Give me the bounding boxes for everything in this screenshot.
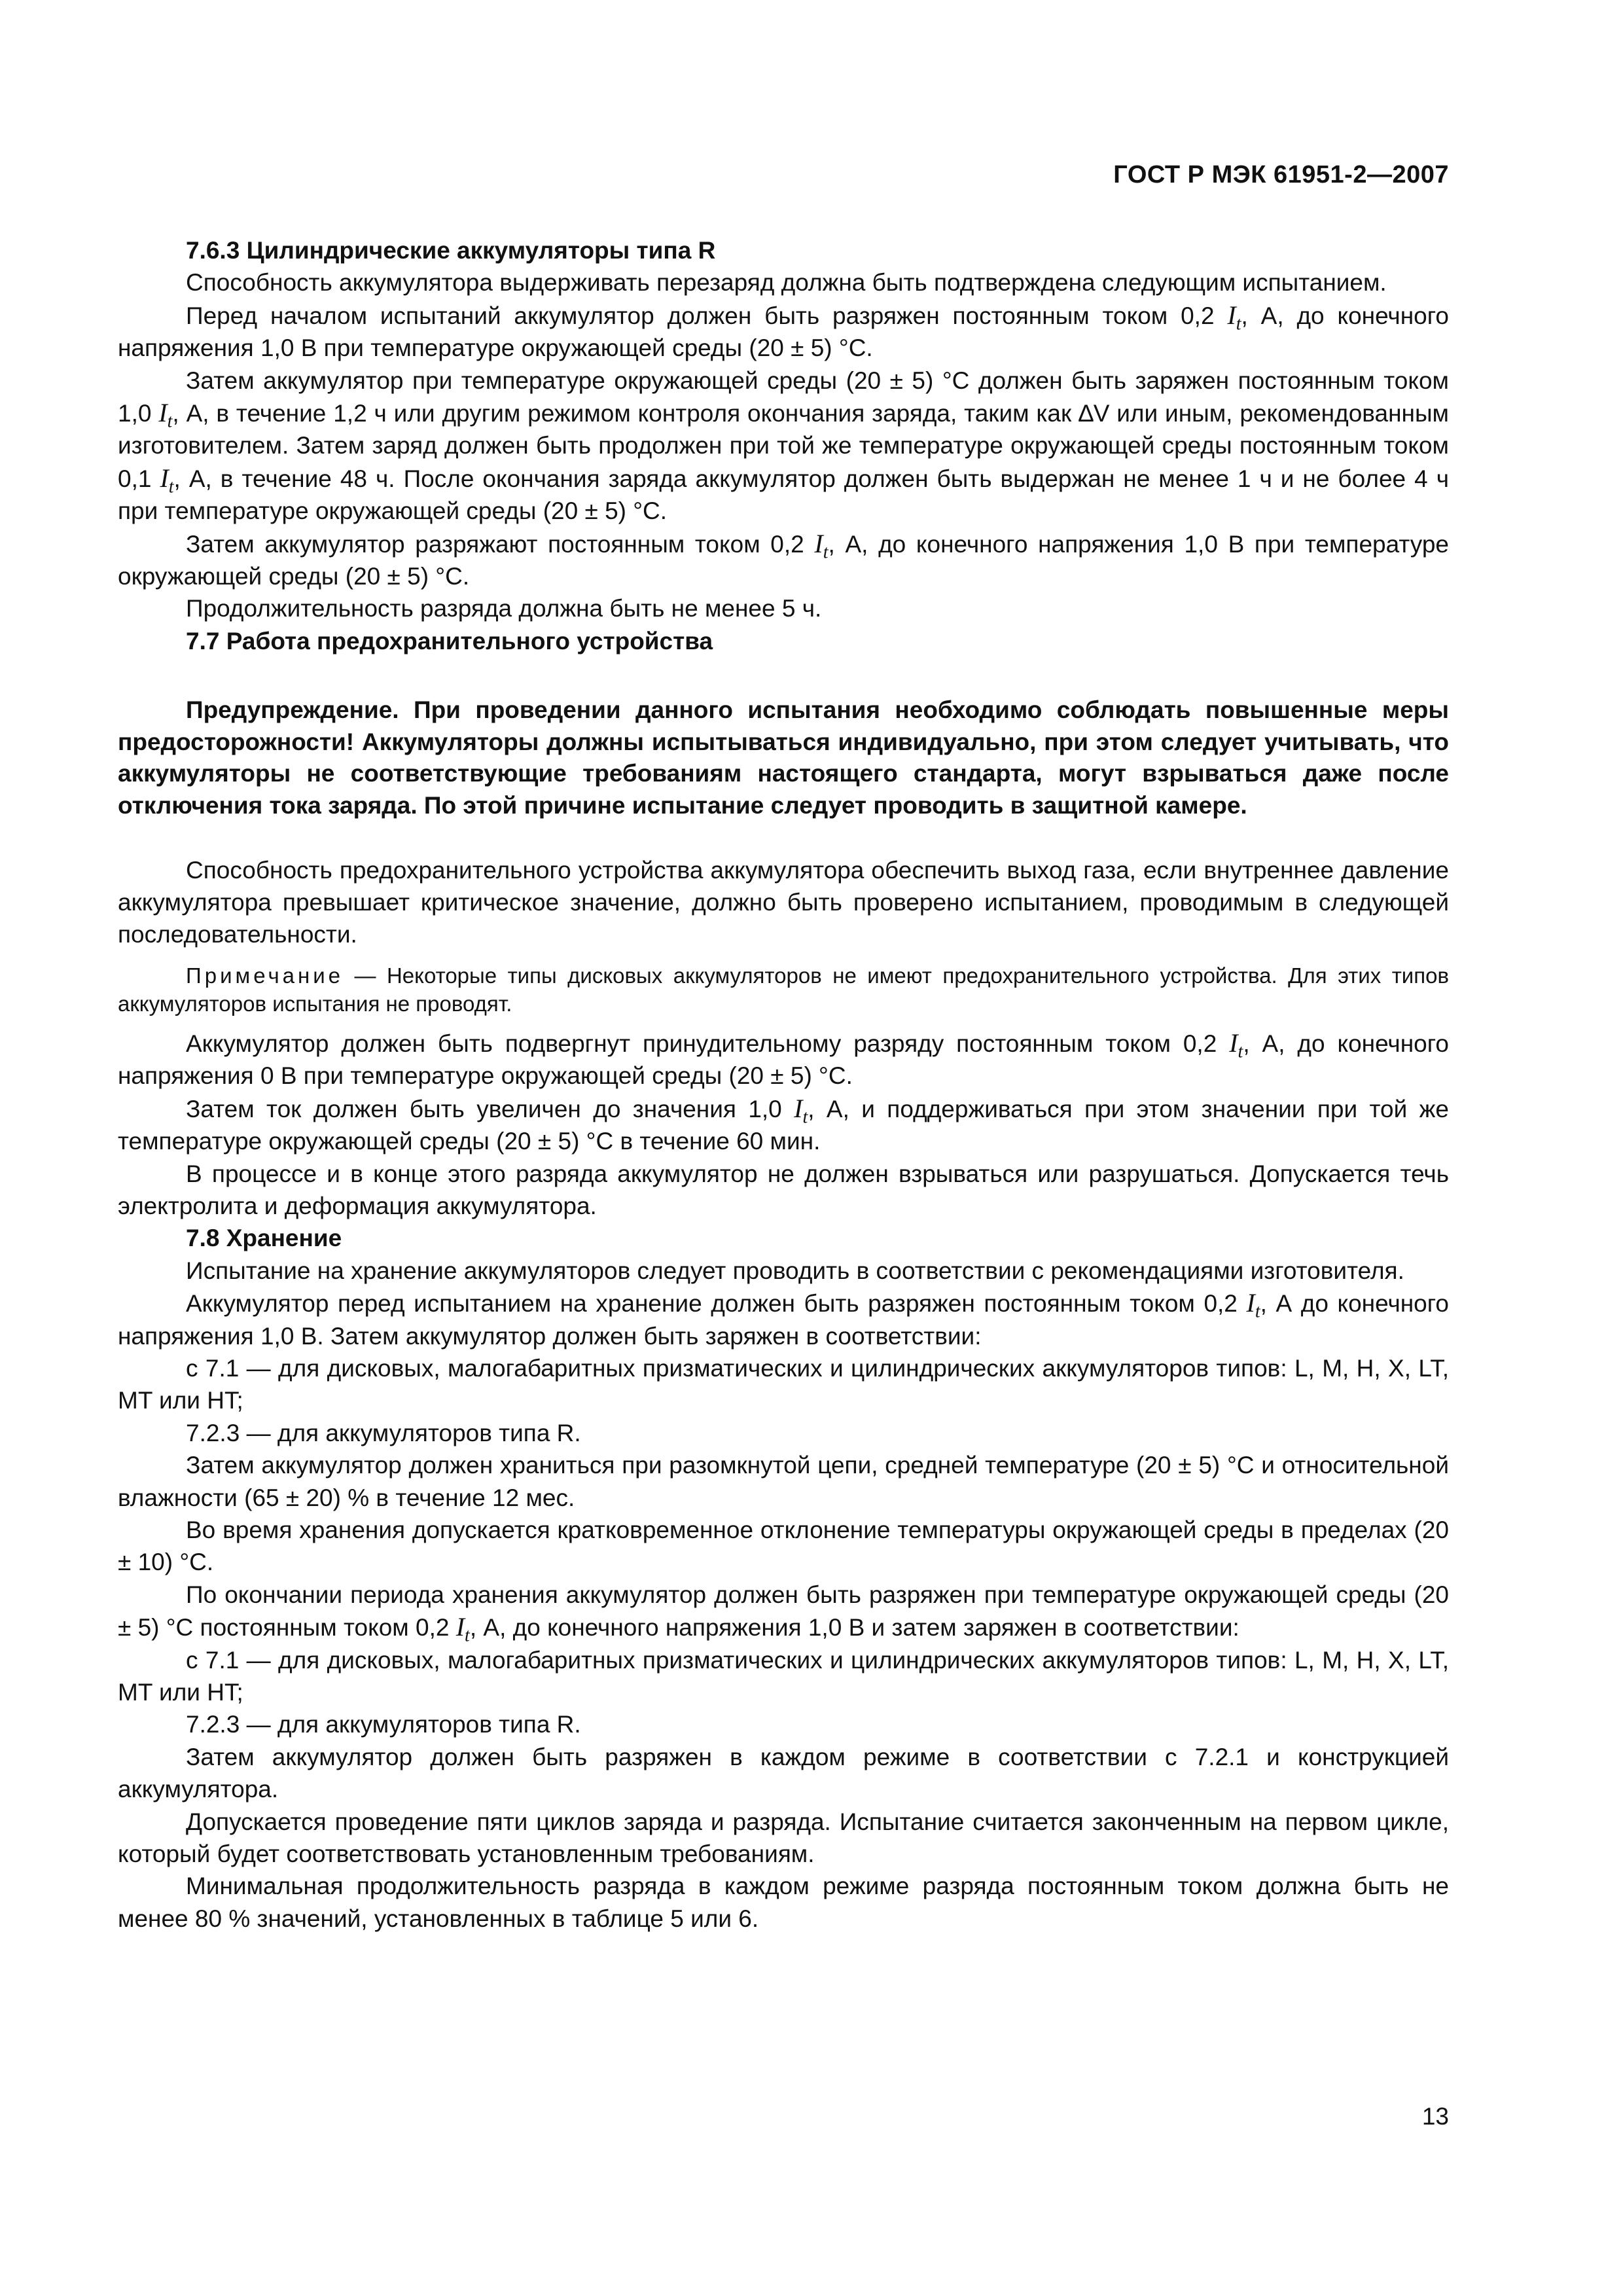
note — [118, 961, 1449, 1018]
paragraph: Способность аккумулятора выдерживать перезаряд должна быть подтверждена следующим испытанием. — [186, 269, 1387, 296]
paragraph: Затем ток должен быть увеличен до значения 1,0 $I_t$, А, и поддерживаться при этом значении при той же температуре окружающей среды (20 ± 5) °С в течение 60 мин. — [118, 1093, 1450, 1155]
paragraph: Допускается проведение пяти циклов заряда и разряда. Испытание считается законченным на первом цикле, который будет соответствовать установленным требованиям. — [118, 1808, 1449, 1868]
paragraph: В процессе и в конце этого разряда аккумулятор не должен взрываться или разрушаться. Допускается течь электролита и деформация аккумулятора. — [118, 1160, 1449, 1219]
document-code-header: ГОСТ Р МЭК 61951-2—2007 — [1113, 161, 1449, 188]
paragraph: Затем аккумулятор должен быть разряжен в каждом режиме в соответствии с 7.2.1 и конструкцией аккумулятора. — [118, 1743, 1449, 1803]
paragraph: Продолжительность разряда должна быть не менее 5 ч. — [186, 595, 822, 622]
paragraph: Перед началом испытаний аккумулятор должен быть разряжен постоянным током 0,2 $I_t$, А, до конечного напряжения 1,0 В при температуре окружающей среды (20 ± 5) °С. — [118, 300, 1449, 362]
paragraph: Затем аккумулятор разряжают постоянным током 0,2 $I_t$, А, до конечного напряжения 1,0 В при температуре окружающей среды (20 ± 5) °С. — [118, 528, 1449, 590]
page-number: 13 — [1421, 2103, 1449, 2130]
section-heading-7-8: 7.8 Хранение — [186, 1225, 342, 1252]
paragraph: Затем аккумулятор при температуре окружающей среды (20 ± 5) °С должен быть заряжен постоянным током 1,0 $I_t$, А, в течение 1,2 ч или другим режимом контроля окончания заряда, таким как ∆V или иным, рекомендованным изготовителем. Затем заряд должен быть продолжен при той же температуре окружающей среды постоянным током 0,1 $I_t$, А, в течение 48 ч. После окончания заряда аккумулятор должен быть выдержан не менее 1 ч и не более 4 ч при температуре окружающей среды (20 ± 5) °С. — [118, 367, 1449, 525]
paragraph: Испытание на хранение аккумуляторов следует проводить в соответствии с рекомендациями изготовителя. — [186, 1257, 1404, 1284]
paragraph: с 7.1 — для дисковых, малогабаритных призматических и цилиндрических аккумуляторов типов: L, M, H, X, LT, MT или HT; — [118, 1646, 1449, 1706]
paragraph: 7.2.3 — для аккумуляторов типа R. — [186, 1711, 581, 1738]
page-body — [118, 234, 1449, 1935]
paragraph: 7.2.3 — для аккумуляторов типа R. — [186, 1419, 581, 1446]
paragraph: Минимальная продолжительность разряда в каждом режиме разряда постоянным током должна быть не менее 80 % значений, установленных в таблице 5 или 6. — [118, 1873, 1449, 1932]
note-text: — Некоторые типы дисковых аккумуляторов не имеют предохранительного устройства. Для этих типов аккумуляторов испытания не проводят. — [118, 963, 1449, 1016]
paragraph: Аккумулятор должен быть подвергнут принудительному разряду постоянным током 0,2 $I_t$, А, до конечного напряжения 0 В при температуре окружающей среды (20 ± 5) °С. — [118, 1028, 1449, 1090]
paragraph: Способность предохранительного устройства аккумулятора обеспечить выход газа, если внутреннее давление аккумулятора превышает критическое значение, должно быть проверено испытанием, проводимым в следующей последовательности. — [118, 856, 1449, 948]
section-heading-7-7: 7.7 Работа предохранительного устройства — [186, 627, 713, 655]
section-heading-7-6-3: 7.6.3 Цилиндрические аккумуляторы типа R — [186, 237, 716, 264]
paragraph: Затем аккумулятор должен храниться при разомкнутой цепи, средней температуре (20 ± 5) °С и относительной влажности (65 ± 20) % в течение 12 мес. — [118, 1452, 1449, 1511]
paragraph: Аккумулятор перед испытанием на хранение должен быть разряжен постоянным током 0,2 $I_t$, А до конечного напряжения 1,0 В. Затем аккумулятор должен быть заряжен в соответствии: — [118, 1288, 1449, 1350]
paragraph: Во время хранения допускается кратковременное отклонение температуры окружающей среды в пределах (20 ± 10) °С. — [118, 1516, 1449, 1576]
paragraph: с 7.1 — для дисковых, малогабаритных призматических и цилиндрических аккумуляторов типов: L, M, H, X, LT, MT или HT; — [118, 1354, 1449, 1414]
warning-paragraph: Предупреждение. При проведении данного испытания необходимо соблюдать повышенные меры предосторожности! Аккумуляторы должны испытываться индивидуально, при этом следует учитывать, что аккумуляторы не соответствующие требованиям настоящего стандарта, могут взрываться даже после отключения тока заряда. По этой причине испытание следует проводить в защитной камере. — [118, 696, 1449, 819]
note-label: Примечание — [186, 963, 344, 988]
paragraph: По окончании периода хранения аккумулятор должен быть разряжен при температуре окружающей среды (20 ± 5) °С постоянным током 0,2 $I_t$, А, до конечного напряжения 1,0 В и затем заряжен в соответствии: — [118, 1581, 1449, 1646]
